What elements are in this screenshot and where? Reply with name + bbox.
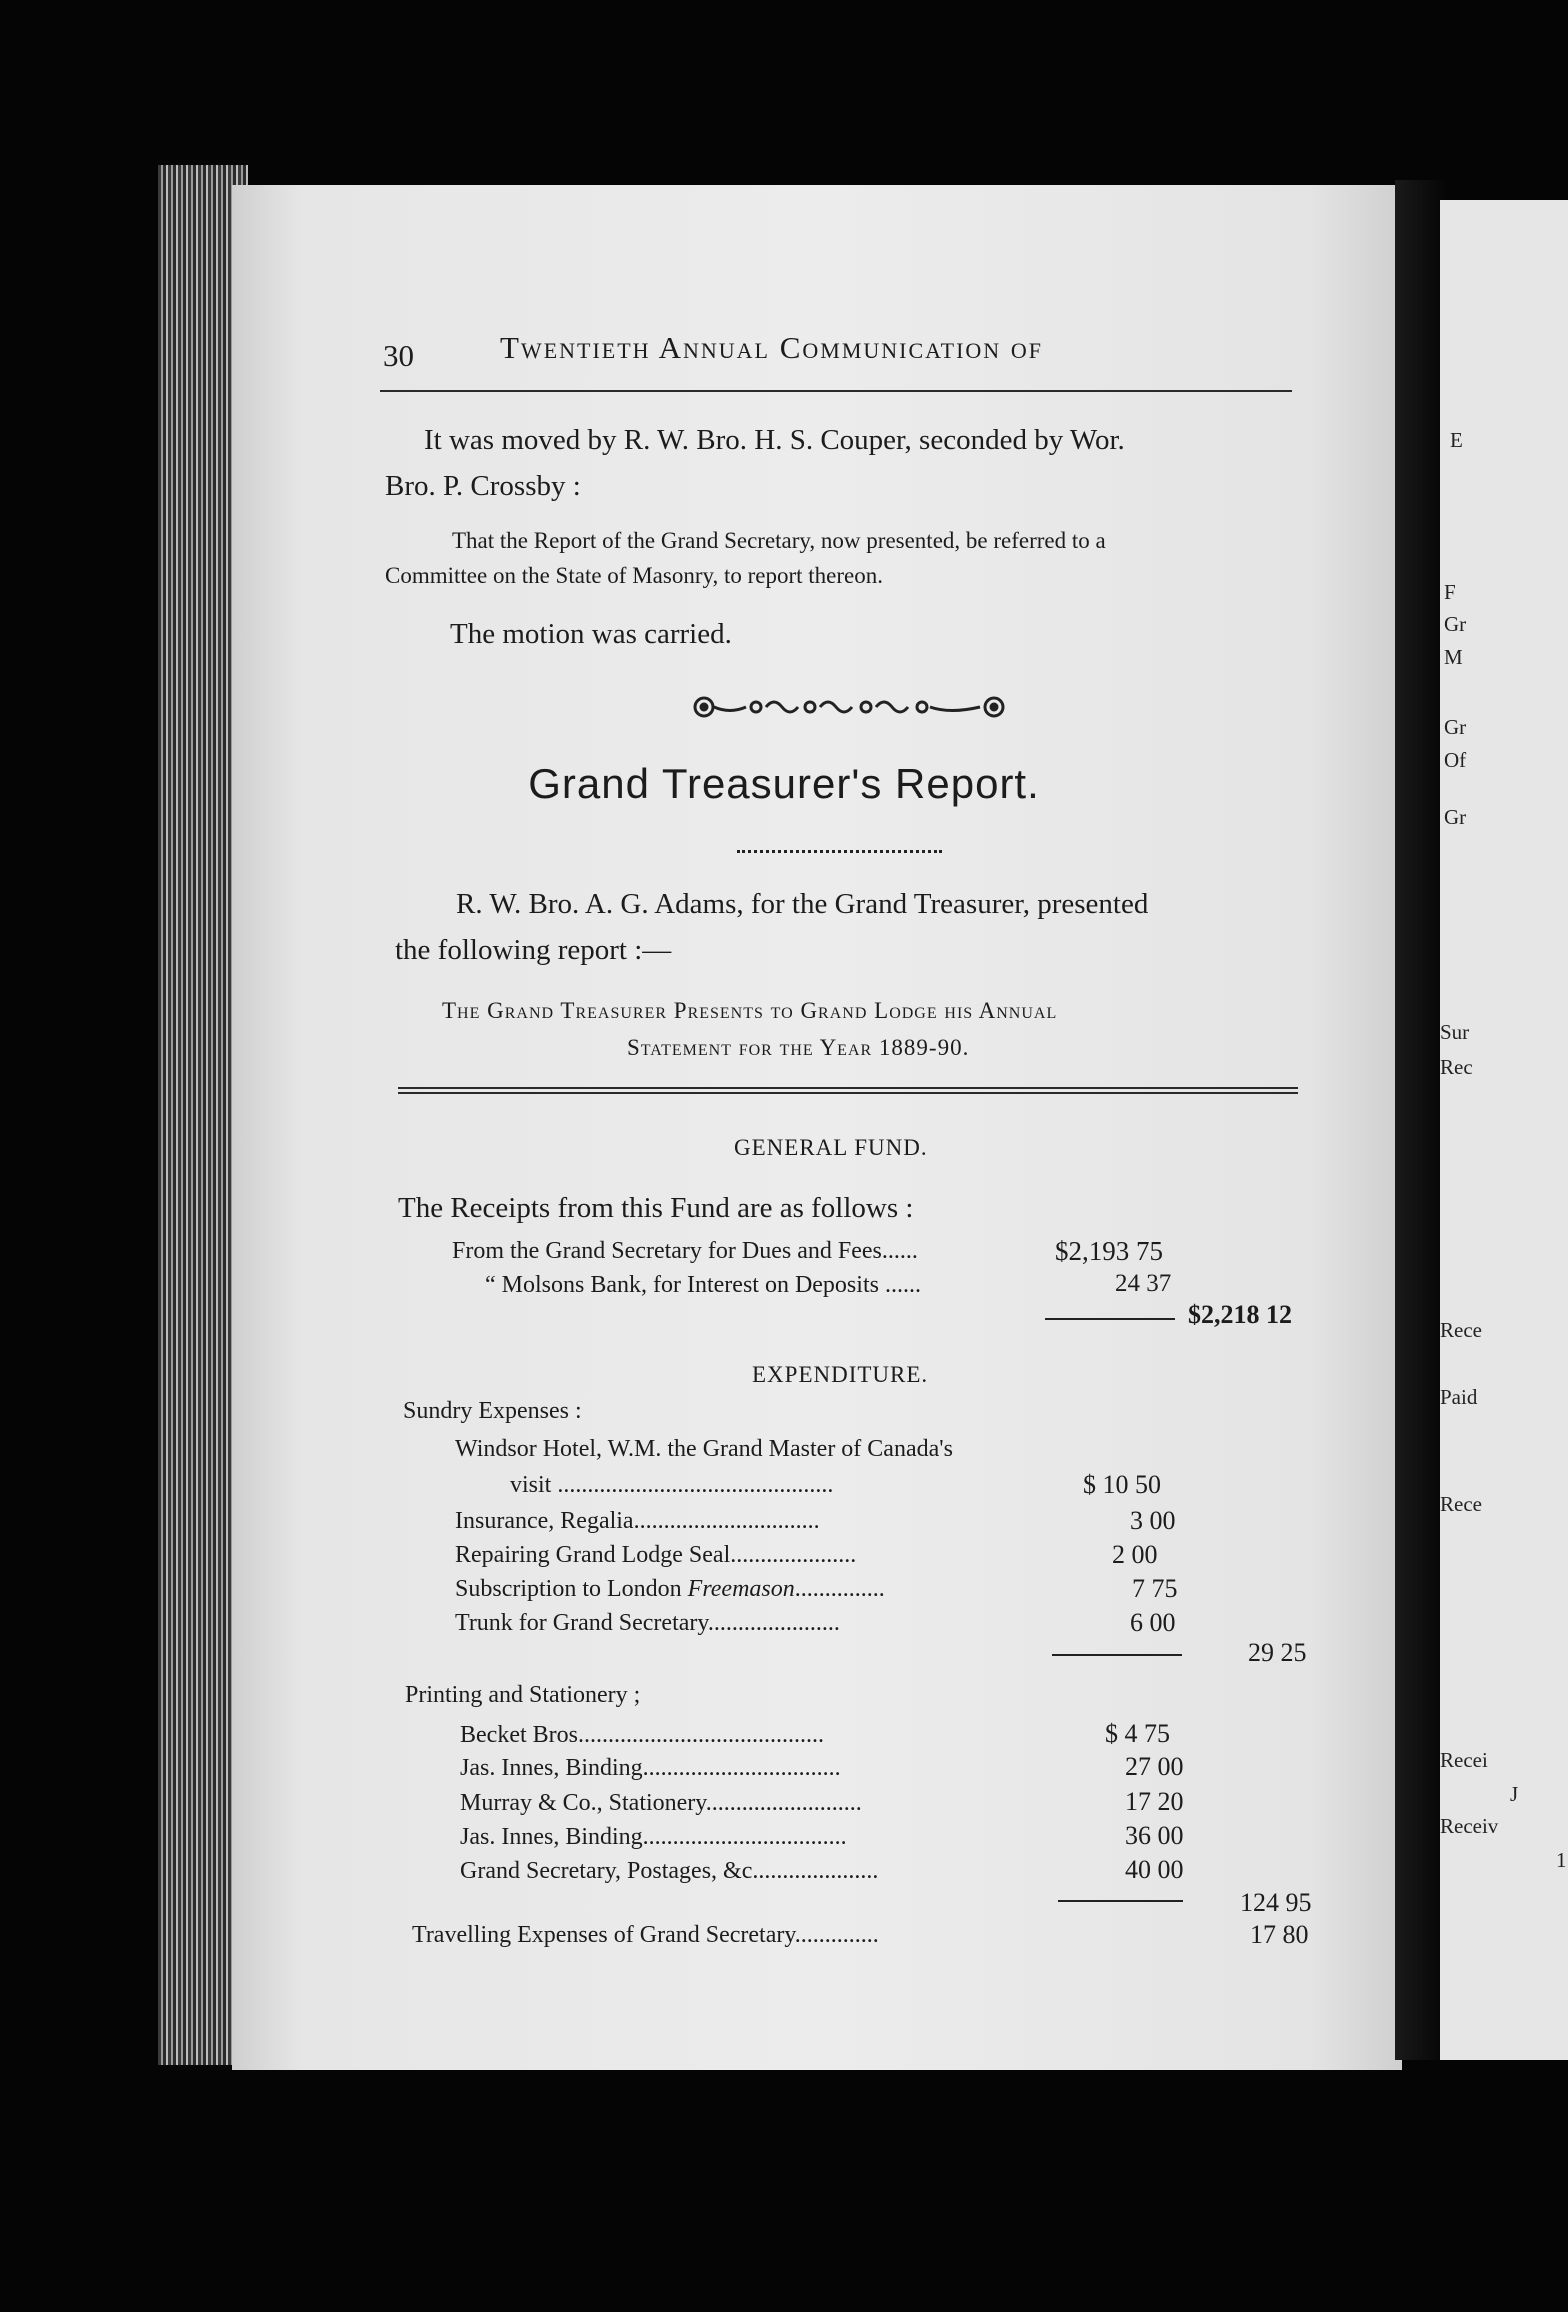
sundry-item: Repairing Grand Lodge Seal.....................	[455, 1542, 857, 1568]
printing-item: Jas. Innes, Binding..................................	[460, 1824, 847, 1850]
statement-line1: The Grand Treasurer Presents to Grand Lodge his Annual	[442, 998, 1058, 1023]
sundry-item	[455, 1576, 885, 1603]
printing-amount: 40 00	[1125, 1855, 1184, 1884]
printing-label: Printing and Stationery ;	[405, 1682, 641, 1708]
receipt-label: From the Grand Secretary for Dues and Fees......	[452, 1238, 918, 1264]
facing-fragment: M	[1444, 645, 1463, 669]
printing-total: 124 95	[1240, 1888, 1312, 1917]
page-number: 30	[383, 338, 414, 373]
book-gutter	[1395, 180, 1445, 2060]
sundry-amount: 7 75	[1132, 1574, 1178, 1603]
resolution-line2: Committee on the State of Masonry, to report thereon.	[385, 563, 884, 588]
motion-intro-text: It was moved by R. W. Bro. H. S. Couper, seconded by Wor.	[424, 424, 1125, 456]
printing-amount: 27 00	[1125, 1752, 1184, 1781]
facing-fragment: Paid	[1440, 1385, 1478, 1409]
facing-fragment: Receiv	[1440, 1814, 1499, 1838]
sundry-item: Insurance, Regalia...............................	[455, 1508, 820, 1534]
sundry-item-dots: ...............	[794, 1576, 885, 1602]
book-page	[232, 185, 1402, 2070]
expenditure-heading: EXPENDITURE.	[752, 1362, 929, 1387]
facing-fragment: Rece	[1440, 1318, 1482, 1342]
sundry-item-italic: Freemason	[687, 1576, 795, 1602]
printing-item: Murray & Co., Stationery..........................	[460, 1790, 862, 1816]
sundry-item: visit ..............................................	[510, 1472, 834, 1498]
printing-item: Grand Secretary, Postages, &c.....................	[460, 1858, 879, 1884]
printing-amount: 17 20	[1125, 1787, 1184, 1816]
motion-intro-line2: Bro. P. Crossby :	[385, 470, 581, 502]
facing-page	[1440, 200, 1568, 2060]
double-rule	[398, 1087, 1298, 1094]
facing-fragment: Recei	[1440, 1748, 1488, 1772]
travelling-amount: 17 80	[1250, 1920, 1309, 1949]
facing-fragment: Rece	[1440, 1492, 1482, 1516]
printing-amount: 36 00	[1125, 1821, 1184, 1850]
facing-fragment: Sur	[1440, 1020, 1470, 1044]
sundry-item: Trunk for Grand Secretary......................	[455, 1610, 840, 1636]
facing-fragment: Gr	[1444, 612, 1467, 636]
receipt-label: “ Molsons Bank, for Interest on Deposits ......	[485, 1272, 921, 1298]
running-title: Twentieth Annual Communication of	[500, 330, 1044, 365]
section-title: Grand Treasurer's Report.	[528, 760, 1040, 807]
receipts-sum-rule	[1045, 1318, 1175, 1320]
printing-item: Jas. Innes, Binding.................................	[460, 1755, 841, 1781]
sundry-amount: 2 00	[1112, 1540, 1158, 1569]
sundry-item: Windsor Hotel, W.M. the Grand Master of Canada's	[455, 1436, 953, 1462]
facing-fragment: Gr	[1444, 715, 1467, 739]
presenter-line1: R. W. Bro. A. G. Adams, for the Grand Treasurer, presented	[456, 888, 1149, 920]
sundry-label: Sundry Expenses :	[403, 1398, 582, 1424]
header-rule	[380, 390, 1292, 392]
title-underline	[737, 850, 942, 853]
facing-fragment: E	[1450, 428, 1463, 452]
printing-item: Becket Bros.........................................	[460, 1722, 824, 1748]
facing-fragment: Rec	[1440, 1055, 1473, 1079]
statement-line2: Statement for the Year 1889-90.	[627, 1035, 970, 1060]
resolution-line1: That the Report of the Grand Secretary, now presented, be referred to a	[452, 528, 1106, 553]
sundry-amount: $ 10 50	[1083, 1470, 1161, 1499]
receipts-total: $2,218 12	[1188, 1300, 1292, 1329]
facing-fragment: 1	[1556, 1848, 1567, 1872]
presenter-line2: the following report :—	[395, 934, 672, 966]
facing-fragment: F	[1444, 580, 1456, 604]
sundry-item-text: Subscription to London	[455, 1576, 688, 1602]
receipt-amount: $2,193 75	[1055, 1236, 1163, 1266]
receipts-intro: The Receipts from this Fund are as follows :	[398, 1192, 914, 1224]
facing-fragment: Of	[1444, 748, 1467, 772]
ornament-divider	[690, 692, 1010, 722]
facing-fragment: J	[1510, 1782, 1519, 1806]
motion-intro-line1	[424, 424, 1125, 457]
receipt-amount: 24 37	[1115, 1270, 1172, 1297]
sundry-amount: 6 00	[1130, 1608, 1176, 1637]
travelling-label: Travelling Expenses of Grand Secretary..............	[412, 1922, 879, 1948]
sundry-sum-rule	[1052, 1654, 1182, 1656]
facing-fragment: Gr	[1444, 805, 1467, 829]
general-fund-heading: GENERAL FUND.	[734, 1135, 928, 1160]
sundry-total: 29 25	[1248, 1638, 1307, 1667]
sundry-amount: 3 00	[1130, 1506, 1176, 1535]
printing-amount: $ 4 75	[1105, 1719, 1170, 1748]
printing-sum-rule	[1058, 1900, 1183, 1902]
motion-carried: The motion was carried.	[450, 618, 732, 650]
